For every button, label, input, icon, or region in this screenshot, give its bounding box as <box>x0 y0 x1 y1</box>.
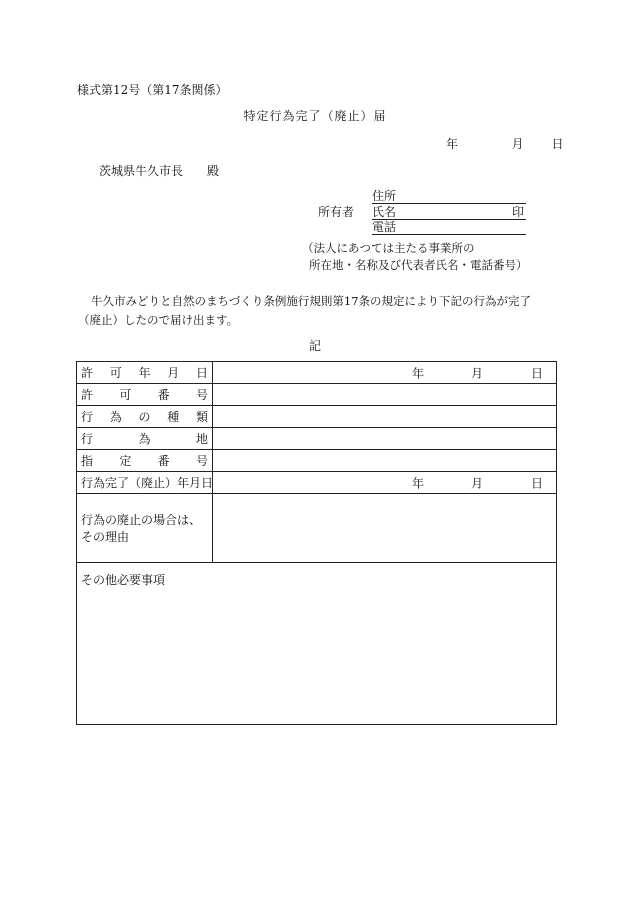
owner-label: 所有者 <box>318 205 355 219</box>
table-row <box>77 472 557 494</box>
table-row <box>77 494 557 563</box>
row-label-char: 指 <box>81 454 94 468</box>
row-label-char: 類 <box>195 410 208 424</box>
value-cell[interactable] <box>213 406 557 428</box>
table-row <box>77 563 557 725</box>
owner-address-field[interactable] <box>372 189 526 204</box>
row-label-char: 許 <box>81 388 94 402</box>
value-cell[interactable] <box>213 384 557 406</box>
row-label-char: 行 <box>81 432 94 446</box>
row-label-cell <box>77 406 213 428</box>
row-label-cell <box>77 384 213 406</box>
row-label-char: 番 <box>157 454 170 468</box>
table-row <box>77 384 557 406</box>
row-label-char: 為 <box>109 410 122 424</box>
other-matters-cell[interactable] <box>77 563 557 725</box>
row-label <box>81 386 208 403</box>
table-row <box>77 450 557 472</box>
note-line-2: 所在地・名称及び代表者氏名・電話番号） <box>309 258 528 272</box>
reason-label <box>81 494 208 546</box>
table-row <box>77 428 557 450</box>
year-label: 年 <box>412 476 425 490</box>
row-label <box>81 452 208 469</box>
row-label-char: 行 <box>81 410 94 424</box>
row-label-char: 可 <box>119 388 132 402</box>
month-label: 月 <box>471 476 484 490</box>
row-label-char: 許 <box>81 366 94 380</box>
form-title: 特定行為完了（廃止）届 <box>243 109 387 123</box>
reason-label-line-1: 行為の廃止の場合は、 <box>81 513 202 527</box>
row-label-char: 為 <box>138 432 151 446</box>
row-label-char: 日 <box>195 366 208 380</box>
phone-label: 電話 <box>372 220 397 234</box>
note-line-1: （法人にあつては主たる事業所の <box>302 241 475 255</box>
row-label-char: の <box>138 410 151 424</box>
row-label-char: 号 <box>195 454 208 468</box>
row-label-char: 定 <box>119 454 132 468</box>
row-label-cell <box>77 450 213 472</box>
date-value-cell[interactable] <box>213 362 557 384</box>
table-row <box>77 406 557 428</box>
day-label: 日 <box>531 366 544 380</box>
name-label: 氏名 <box>372 205 397 219</box>
addressee: 茨城県牛久市長 殿 <box>99 164 220 178</box>
row-label-char: 地 <box>195 432 208 446</box>
reason-value-cell[interactable] <box>213 494 557 563</box>
row-label-char: 年 <box>138 366 151 380</box>
value-cell[interactable] <box>213 450 557 472</box>
row-label <box>81 408 208 425</box>
row-label <box>81 364 208 381</box>
row-label-cell <box>77 428 213 450</box>
year-label: 年 <box>412 366 425 380</box>
row-label-cell <box>77 362 213 384</box>
owner-name-field[interactable] <box>372 205 526 220</box>
body-line-1: 牛久市みどりと自然のまちづくり条例施行規則第17条の規定により下記の行為が完了 <box>91 294 532 308</box>
month-label: 月 <box>471 366 484 380</box>
seal-mark: 印 <box>511 205 524 219</box>
row-label <box>81 430 208 447</box>
reason-label-line-2: その理由 <box>81 530 130 544</box>
submission-date <box>446 137 564 151</box>
date-value-cell[interactable] <box>213 472 557 494</box>
table-row <box>77 362 557 384</box>
ki-heading: 記 <box>308 339 321 353</box>
form-number: 様式第12号（第17条関係） <box>77 83 228 97</box>
row-label-char: 号 <box>195 388 208 402</box>
row-label-cell <box>77 472 213 494</box>
month-label: 月 <box>511 137 524 151</box>
row-label-char: 月 <box>167 366 180 380</box>
row-label: 行為完了（廃止）年月日 <box>81 476 214 490</box>
details-table <box>76 361 557 725</box>
year-label: 年 <box>446 137 459 151</box>
other-matters-label: その他必要事項 <box>81 573 166 587</box>
address-label: 住所 <box>372 189 397 203</box>
row-label-char: 番 <box>157 388 170 402</box>
value-cell[interactable] <box>213 428 557 450</box>
row-label-char: 種 <box>167 410 180 424</box>
owner-phone-field[interactable] <box>372 220 526 235</box>
reason-label-cell <box>77 494 213 563</box>
day-label: 日 <box>551 137 564 151</box>
body-line-2: （廃止）したので届け出ます。 <box>78 313 239 327</box>
day-label: 日 <box>531 476 544 490</box>
row-label-char: 可 <box>109 366 122 380</box>
